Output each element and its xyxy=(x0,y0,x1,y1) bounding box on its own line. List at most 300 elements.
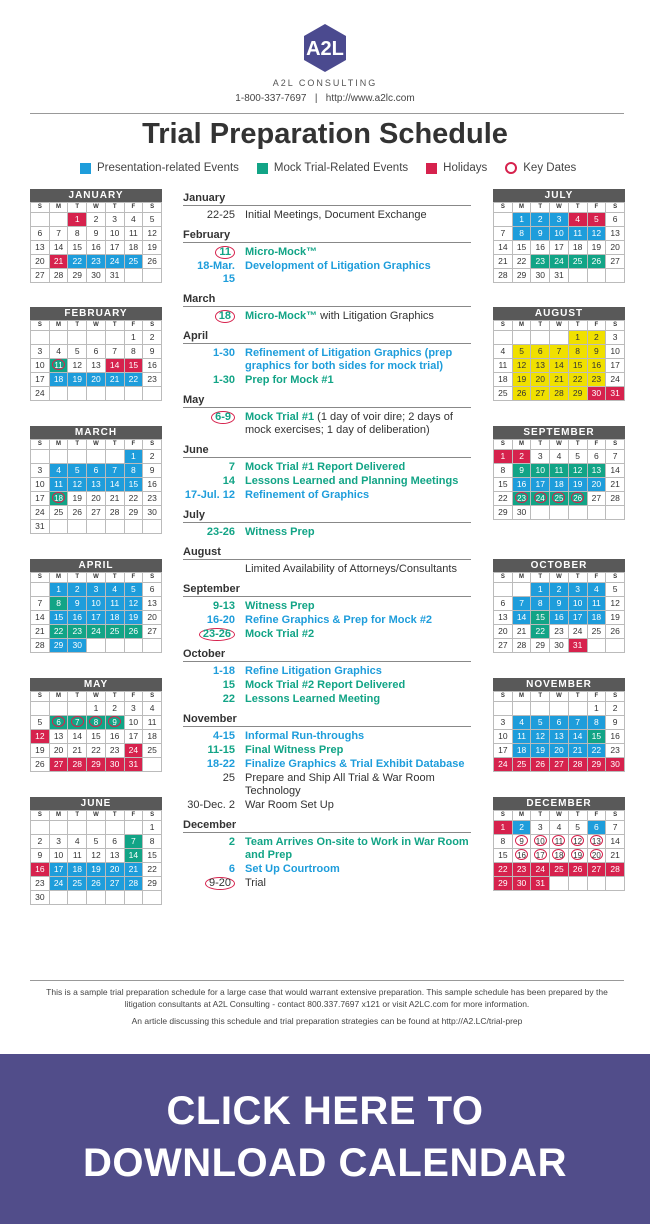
weekday-label: W xyxy=(87,321,106,331)
calendar-day: 17 xyxy=(568,611,587,625)
calendar-day: 19 xyxy=(87,863,106,877)
calendar-day: 4 xyxy=(124,213,143,227)
schedule-event xyxy=(183,614,471,627)
calendar-day: 28 xyxy=(124,877,143,891)
calendar-day: 10 xyxy=(87,597,106,611)
calendar-day: 27 xyxy=(87,506,106,520)
phone: 1-800-337-7697 xyxy=(235,93,307,104)
calendar-day xyxy=(124,269,143,283)
calendar-day: 19 xyxy=(587,241,606,255)
calendar-day xyxy=(512,849,531,863)
calendar-day: 13 xyxy=(143,597,162,611)
legend-item-key-dates xyxy=(505,162,576,174)
calendar-day: 23 xyxy=(606,744,625,758)
calendar-march xyxy=(30,426,162,534)
calendar-day: 12 xyxy=(87,849,106,863)
calendar-day: 7 xyxy=(105,464,124,478)
calendar-day: 15 xyxy=(494,478,513,492)
calendar-day: 31 xyxy=(606,387,625,401)
calendar-day: 6 xyxy=(587,821,606,835)
divider xyxy=(30,113,624,114)
calendar-day xyxy=(124,387,143,401)
schedule-event xyxy=(183,475,471,488)
calendar-day: 2 xyxy=(550,583,569,597)
calendar-day: 27 xyxy=(587,863,606,877)
calendar-day: 11 xyxy=(587,597,606,611)
calendar-day: 1 xyxy=(68,213,87,227)
calendar-day: 5 xyxy=(143,213,162,227)
weekday-label: F xyxy=(587,692,606,702)
calendar-day: 20 xyxy=(606,241,625,255)
calendar-day: 25 xyxy=(587,625,606,639)
event-title: Refinement of Graphics xyxy=(245,489,370,501)
schedule-event xyxy=(183,563,471,576)
event-title: Mock Trial #1 (1 day of voir dire; 2 days of mock exercises; 1 day of deliberation) xyxy=(245,411,453,436)
event-title: War Room Set Up xyxy=(245,799,334,811)
calendar-day xyxy=(587,639,606,653)
event-title: Mock Trial #2 xyxy=(245,628,315,640)
calendar-day: 14 xyxy=(68,730,87,744)
calendar-day: 12 xyxy=(68,359,87,373)
calendar-day: 8 xyxy=(568,345,587,359)
calendar-day: 29 xyxy=(87,758,106,772)
calendar-day: 12 xyxy=(512,359,531,373)
weekday-label: T xyxy=(568,811,587,821)
weekday-label: S xyxy=(494,203,513,213)
calendar-day: 16 xyxy=(105,730,124,744)
calendar-day: 28 xyxy=(550,387,569,401)
calendar-january xyxy=(30,189,162,283)
event-title: Initial Meetings, Document Exchange xyxy=(245,209,427,221)
weekday-label: M xyxy=(512,692,531,702)
calendar-day: 29 xyxy=(124,506,143,520)
calendar-day: 15 xyxy=(143,849,162,863)
calendar-day: 21 xyxy=(31,625,50,639)
calendar-day: 31 xyxy=(568,639,587,653)
weekday-label: S xyxy=(143,440,162,450)
event-date: 22 xyxy=(222,693,235,705)
calendar-day: 2 xyxy=(68,583,87,597)
calendar-day: 13 xyxy=(87,478,106,492)
calendar-day: 28 xyxy=(568,758,587,772)
calendar-day: 9 xyxy=(31,849,50,863)
calendar-day xyxy=(31,821,50,835)
weekday-label: F xyxy=(124,440,143,450)
calendar-day xyxy=(143,520,162,534)
weekday-label: T xyxy=(68,203,87,213)
calendar-day: 4 xyxy=(105,583,124,597)
weekday-label: M xyxy=(512,203,531,213)
calendar-day: 30 xyxy=(87,269,106,283)
event-date xyxy=(183,563,245,576)
calendar-day: 1 xyxy=(87,702,106,716)
calendar-day: 11 xyxy=(68,849,87,863)
calendar-day xyxy=(49,213,68,227)
calendar-day: 4 xyxy=(550,450,569,464)
schedule-event xyxy=(183,836,471,862)
calendar-day: 27 xyxy=(105,877,124,891)
calendar-day: 28 xyxy=(606,492,625,506)
calendar-day: 16 xyxy=(606,730,625,744)
calendar-day: 19 xyxy=(606,611,625,625)
calendar-day: 15 xyxy=(512,241,531,255)
calendar-day xyxy=(68,520,87,534)
calendar-day: 8 xyxy=(124,464,143,478)
calendar-day: 14 xyxy=(606,464,625,478)
calendar-day xyxy=(105,716,124,730)
event-title: Witness Prep xyxy=(245,600,315,612)
calendar-day: 21 xyxy=(494,255,513,269)
calendar-day: 5 xyxy=(531,716,550,730)
calendar-day: 5 xyxy=(606,583,625,597)
calendar-day xyxy=(531,702,550,716)
calendar-day: 1 xyxy=(587,702,606,716)
calendar-day: 9 xyxy=(512,464,531,478)
schedule-event xyxy=(183,679,471,692)
calendar-day: 31 xyxy=(124,758,143,772)
calendar-day xyxy=(568,702,587,716)
calendar-day: 13 xyxy=(31,241,50,255)
event-date: 1-30 xyxy=(212,374,235,386)
key-date-marker: 23-26 xyxy=(199,628,235,641)
calendar-day: 27 xyxy=(550,758,569,772)
weekday-label: T xyxy=(105,321,124,331)
legend-item-presentation xyxy=(80,162,239,174)
calendar-day: 15 xyxy=(124,478,143,492)
calendar-february xyxy=(30,307,162,401)
calendar-day: 1 xyxy=(494,450,513,464)
calendar-day: 1 xyxy=(531,583,550,597)
calendar-day: 24 xyxy=(31,387,50,401)
schedule-month-label: December xyxy=(183,819,237,831)
calendar-day: 1 xyxy=(49,583,68,597)
calendar-day xyxy=(587,877,606,891)
legend-label: Presentation-related Events xyxy=(97,162,239,174)
calendar-day xyxy=(49,450,68,464)
calendar-day: 2 xyxy=(512,821,531,835)
weekday-label: S xyxy=(494,440,513,450)
calendar-day: 28 xyxy=(494,269,513,283)
event-title: Refinement of Litigation Graphics (prep graphics for both sides for mock trial) xyxy=(245,347,453,372)
contact-line xyxy=(0,93,650,104)
calendar-day: 3 xyxy=(31,464,50,478)
calendar-day: 8 xyxy=(124,345,143,359)
calendar-day xyxy=(606,506,625,520)
calendar-day xyxy=(49,331,68,345)
weekday-label: W xyxy=(550,321,569,331)
calendar-day: 26 xyxy=(31,758,50,772)
calendar-day: 9 xyxy=(87,227,106,241)
calendar-day: 17 xyxy=(531,478,550,492)
calendar-day: 26 xyxy=(124,625,143,639)
calendar-day xyxy=(494,213,513,227)
calendar-day: 5 xyxy=(512,345,531,359)
calendar-day: 22 xyxy=(124,492,143,506)
key-date-day: 11 xyxy=(552,835,565,846)
calendar-day: 17 xyxy=(49,863,68,877)
schedule-event xyxy=(183,665,471,678)
calendar-day: 29 xyxy=(512,269,531,283)
calendar-day xyxy=(31,702,50,716)
calendar-day: 12 xyxy=(143,227,162,241)
weekday-label: W xyxy=(87,440,106,450)
weekday-label: F xyxy=(587,573,606,583)
weekday-label: M xyxy=(49,811,68,821)
calendar-day: 30 xyxy=(31,891,50,905)
calendar-day: 4 xyxy=(568,213,587,227)
calendar-day: 3 xyxy=(494,716,513,730)
calendar-day xyxy=(550,835,569,849)
calendar-day: 13 xyxy=(531,359,550,373)
calendar-day xyxy=(87,639,106,653)
calendar-day: 30 xyxy=(606,758,625,772)
weekday-label: F xyxy=(124,811,143,821)
calendar-day: 28 xyxy=(31,639,50,653)
website-link[interactable]: http://www.a2lc.com xyxy=(325,93,415,104)
key-date-day: 7 xyxy=(71,716,84,727)
download-calendar-button[interactable] xyxy=(0,1054,650,1224)
calendar-day: 13 xyxy=(494,611,513,625)
event-title: Witness Prep xyxy=(245,526,315,538)
calendar-day: 19 xyxy=(143,241,162,255)
key-date-day: 23 xyxy=(515,492,528,503)
schedule-month-label: August xyxy=(183,546,221,558)
calendar-day xyxy=(105,639,124,653)
schedule-month-group xyxy=(183,661,471,706)
schedule-month-group xyxy=(183,559,471,576)
event-title: Final Witness Prep xyxy=(245,744,344,756)
event-title: Development of Litigation Graphics xyxy=(245,260,431,272)
calendar-month-name: APRIL xyxy=(30,559,162,572)
calendar-day: 27 xyxy=(494,639,513,653)
calendar-day: 10 xyxy=(606,345,625,359)
calendar-day: 26 xyxy=(568,863,587,877)
event-date: 7 xyxy=(228,461,235,473)
calendar-day: 14 xyxy=(550,359,569,373)
calendar-day: 10 xyxy=(494,730,513,744)
schedule-month-label: April xyxy=(183,330,209,342)
calendar-day: 21 xyxy=(512,625,531,639)
calendar-day: 25 xyxy=(512,758,531,772)
event-title: Finalize Graphics & Trial Exhibit Database xyxy=(245,758,465,770)
calendar-day: 29 xyxy=(494,877,513,891)
calendar-day: 7 xyxy=(550,345,569,359)
event-date: 25 xyxy=(222,772,235,784)
event-date: 9-13 xyxy=(212,600,235,612)
calendar-day: 4 xyxy=(587,583,606,597)
calendar-day: 24 xyxy=(49,877,68,891)
calendar-day: 17 xyxy=(550,241,569,255)
calendar-day: 30 xyxy=(68,639,87,653)
calendar-day xyxy=(568,849,587,863)
calendar-day xyxy=(143,891,162,905)
calendar-day: 15 xyxy=(531,611,550,625)
key-date-day: 10 xyxy=(534,835,547,846)
calendar-day: 29 xyxy=(568,387,587,401)
event-date: 14 xyxy=(222,475,235,487)
calendar-day: 2 xyxy=(87,213,106,227)
calendar-day: 31 xyxy=(531,877,550,891)
calendar-day: 15 xyxy=(87,730,106,744)
calendar-day: 18 xyxy=(143,730,162,744)
schedule-month-label: September xyxy=(183,583,240,595)
calendar-day: 3 xyxy=(531,821,550,835)
calendar-day: 8 xyxy=(587,716,606,730)
calendar-day: 17 xyxy=(31,492,50,506)
calendar-day: 22 xyxy=(494,492,513,506)
weekday-label: T xyxy=(105,203,124,213)
calendar-day: 26 xyxy=(68,506,87,520)
event-detail: with Litigation Graphics xyxy=(317,310,434,322)
schedule-event xyxy=(183,758,471,771)
weekday-label: T xyxy=(531,440,550,450)
calendar-day: 19 xyxy=(124,611,143,625)
weekday-label: W xyxy=(550,203,569,213)
calendar-day: 15 xyxy=(49,611,68,625)
calendar-day xyxy=(606,877,625,891)
calendar-day xyxy=(31,450,50,464)
calendar-day: 6 xyxy=(105,835,124,849)
calendar-day: 18 xyxy=(49,373,68,387)
calendar-day: 16 xyxy=(143,359,162,373)
calendar-day: 12 xyxy=(124,597,143,611)
weekday-label: W xyxy=(87,811,106,821)
event-date xyxy=(183,246,245,259)
calendar-day: 18 xyxy=(68,863,87,877)
event-date: 18-Mar. 15 xyxy=(197,260,235,285)
event-date: 30-Dec. 2 xyxy=(187,799,235,811)
calendar-day: 11 xyxy=(105,597,124,611)
weekday-label: T xyxy=(105,692,124,702)
schedule-event xyxy=(183,461,471,474)
calendar-day xyxy=(49,891,68,905)
weekday-label: M xyxy=(512,440,531,450)
key-date-day: 26 xyxy=(571,492,584,503)
weekday-label: T xyxy=(568,573,587,583)
weekday-label: S xyxy=(31,321,50,331)
calendar-day: 10 xyxy=(568,597,587,611)
calendar-day: 15 xyxy=(124,359,143,373)
calendar-day xyxy=(531,849,550,863)
calendar-day xyxy=(587,849,606,863)
calendar-day: 19 xyxy=(31,744,50,758)
schedule-event xyxy=(183,260,471,286)
calendar-day: 1 xyxy=(568,331,587,345)
legend-label: Holidays xyxy=(443,162,488,174)
weekday-label: T xyxy=(105,811,124,821)
calendar-day: 2 xyxy=(143,450,162,464)
calendar-day: 14 xyxy=(124,849,143,863)
weekday-label: F xyxy=(124,692,143,702)
calendar-day xyxy=(568,492,587,506)
legend-swatch xyxy=(426,163,437,174)
calendar-day: 5 xyxy=(568,821,587,835)
calendar-day: 13 xyxy=(87,359,106,373)
calendar-day xyxy=(531,331,550,345)
schedule-month-group xyxy=(183,343,471,387)
schedule-event xyxy=(183,246,471,259)
calendar-day: 30 xyxy=(105,758,124,772)
calendar-day: 11 xyxy=(143,716,162,730)
calendar-day: 19 xyxy=(68,373,87,387)
calendar-day: 12 xyxy=(568,464,587,478)
calendar-day: 22 xyxy=(494,863,513,877)
calendar-day: 27 xyxy=(49,758,68,772)
calendar-day: 7 xyxy=(105,345,124,359)
calendar-day: 24 xyxy=(606,373,625,387)
calendar-day: 26 xyxy=(606,625,625,639)
calendar-day: 13 xyxy=(587,464,606,478)
calendar-day: 2 xyxy=(143,331,162,345)
calendar-day xyxy=(68,891,87,905)
calendar-day: 4 xyxy=(49,464,68,478)
calendar-day xyxy=(49,716,68,730)
divider xyxy=(30,980,624,981)
calendar-day: 14 xyxy=(31,611,50,625)
event-detail: (1 day of voir dire; 2 days of mock exercises; 1 day of deliberation) xyxy=(245,411,453,436)
footer-note: This is a sample trial preparation schedule for a large case that would warrant extensive preparation. This sample schedule has been prepared by the litigation consultants at A2L Consulting - contact 800.337.7697 x121 or visit A2LC.com for more information. xyxy=(46,987,608,1009)
schedule-event xyxy=(183,628,471,641)
schedule-event xyxy=(183,730,471,743)
calendar-september xyxy=(493,426,625,520)
event-title: Set Up Courtroom xyxy=(245,863,340,875)
calendar-day: 18 xyxy=(550,478,569,492)
calendar-day: 22 xyxy=(568,373,587,387)
event-title: Lessons Learned and Planning Meetings xyxy=(245,475,459,487)
weekday-label: F xyxy=(587,811,606,821)
calendar-month-name: FEBRUARY xyxy=(30,307,162,320)
calendar-day: 3 xyxy=(87,583,106,597)
calendar-day: 17 xyxy=(124,730,143,744)
weekday-label: F xyxy=(124,573,143,583)
weekday-label: T xyxy=(68,440,87,450)
calendar-day: 2 xyxy=(512,450,531,464)
page-title: Trial Preparation Schedule xyxy=(142,118,508,150)
calendar-day: 30 xyxy=(550,639,569,653)
calendar-day: 1 xyxy=(124,450,143,464)
calendar-day xyxy=(87,450,106,464)
schedule-event xyxy=(183,526,471,539)
calendar-day: 30 xyxy=(512,506,531,520)
calendar-day: 20 xyxy=(587,478,606,492)
calendar-day: 22 xyxy=(531,625,550,639)
weekday-label: T xyxy=(531,692,550,702)
weekday-label: M xyxy=(49,440,68,450)
calendar-day xyxy=(49,492,68,506)
calendar-day: 24 xyxy=(531,863,550,877)
calendar-day: 3 xyxy=(531,450,550,464)
schedule-month-label: May xyxy=(183,394,205,406)
calendar-day: 23 xyxy=(143,373,162,387)
footer-article: An article discussing this schedule and trial preparation strategies can be found at http://A2.LC/trial-prep xyxy=(131,1016,523,1026)
calendar-day xyxy=(68,702,87,716)
calendar-day: 28 xyxy=(606,863,625,877)
calendar-day: 11 xyxy=(494,359,513,373)
calendar-day: 16 xyxy=(531,241,550,255)
calendar-day: 18 xyxy=(512,744,531,758)
calendar-day: 23 xyxy=(531,255,550,269)
calendar-month-name: JUNE xyxy=(30,797,162,810)
calendar-day: 20 xyxy=(87,373,106,387)
calendar-december xyxy=(493,797,625,891)
calendar-day: 5 xyxy=(568,450,587,464)
event-date: 15 xyxy=(222,679,235,691)
calendar-day: 21 xyxy=(49,255,68,269)
calendar-day: 21 xyxy=(568,744,587,758)
weekday-label: S xyxy=(31,203,50,213)
calendar-day: 6 xyxy=(531,345,550,359)
calendar-day: 22 xyxy=(587,744,606,758)
